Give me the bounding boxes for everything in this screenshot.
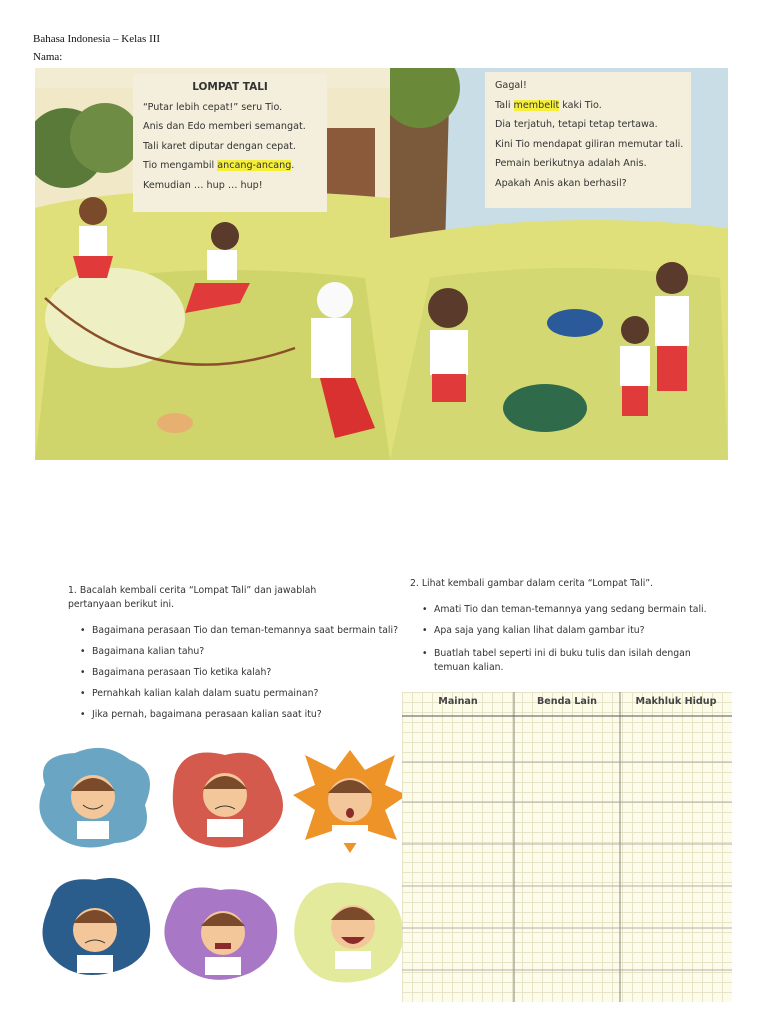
question-1-item: • Bagaimana kalian tahu? <box>92 646 204 657</box>
question-2-item: • Buatlah tabel seperti ini di buku tulis dan isilah dengan temuan kalian. <box>434 647 699 675</box>
column-header-benda-lain: Benda Lain <box>536 696 598 707</box>
story-line: Gagal! <box>495 80 527 91</box>
face-laughing <box>294 883 403 983</box>
face-shocked <box>293 750 405 853</box>
face-angry <box>173 753 283 848</box>
emotion-faces <box>35 745 405 1010</box>
findings-table <box>402 692 732 1002</box>
story-illustration-left <box>35 68 390 460</box>
story-line: “Putar lebih cepat!” seru Tio. <box>143 101 283 113</box>
subject-header: Bahasa Indonesia – Kelas III <box>33 33 161 45</box>
question-1-item: • Jika pernah, bagaimana perasaan kalian saat itu? <box>92 709 322 720</box>
question-1-item: • Bagaimana perasaan Tio ketika kalah? <box>92 667 271 678</box>
story-line: Tali karet diputar dengan cepat. <box>143 140 296 152</box>
story-line: Dia terjatuh, tetapi tetap tertawa. <box>495 119 658 130</box>
story-line: Apakah Anis akan berhasil? <box>495 177 627 189</box>
story-line: Anis dan Edo memberi semangat. <box>143 121 306 132</box>
story-line: Kini Tio mendapat giliran memutar tali. <box>495 138 684 150</box>
column-header-makhluk-hidup: Makhluk Hidup <box>635 696 717 707</box>
face-sad <box>43 878 151 975</box>
story-title: LOMPAT TALI <box>192 81 268 93</box>
face-crying <box>164 888 277 980</box>
story-line: Pemain berikutnya adalah Anis. <box>495 158 647 169</box>
question-1-prompt: 1. Bacalah kembali cerita “Lompat Tali” dan jawablah pertanyaan berikut ini. <box>68 585 317 610</box>
story-line: Tali membelit kaki Tio. <box>495 99 602 111</box>
column-header-mainan: Mainan <box>438 696 478 707</box>
face-happy <box>39 748 150 848</box>
table-lines <box>402 692 732 1002</box>
story-illustration-right <box>390 68 728 460</box>
question-2-prompt: 2. Lihat kembali gambar dalam cerita “Lompat Tali”. <box>410 578 654 589</box>
story-text-box-left <box>133 74 327 212</box>
highlighted-word: ancang-ancang <box>217 160 292 171</box>
story-line: Kemudian … hup … hup! <box>143 179 263 191</box>
story-line: Tio mengambil ancang-ancang. <box>143 160 295 171</box>
name-label: Nama: <box>33 51 63 63</box>
highlighted-word: membelit <box>513 99 560 111</box>
question-2-item: • Amati Tio dan teman-temannya yang sedang bermain tali. <box>434 604 707 615</box>
story-text-box-right <box>485 72 691 208</box>
question-1-item: • Pernahkah kalian kalah dalam suatu permainan? <box>92 688 318 699</box>
question-2-item: • Apa saja yang kalian lihat dalam gambar itu? <box>434 625 645 636</box>
question-1-item: • Bagaimana perasaan Tio dan teman-temannya saat bermain tali? <box>92 625 398 636</box>
